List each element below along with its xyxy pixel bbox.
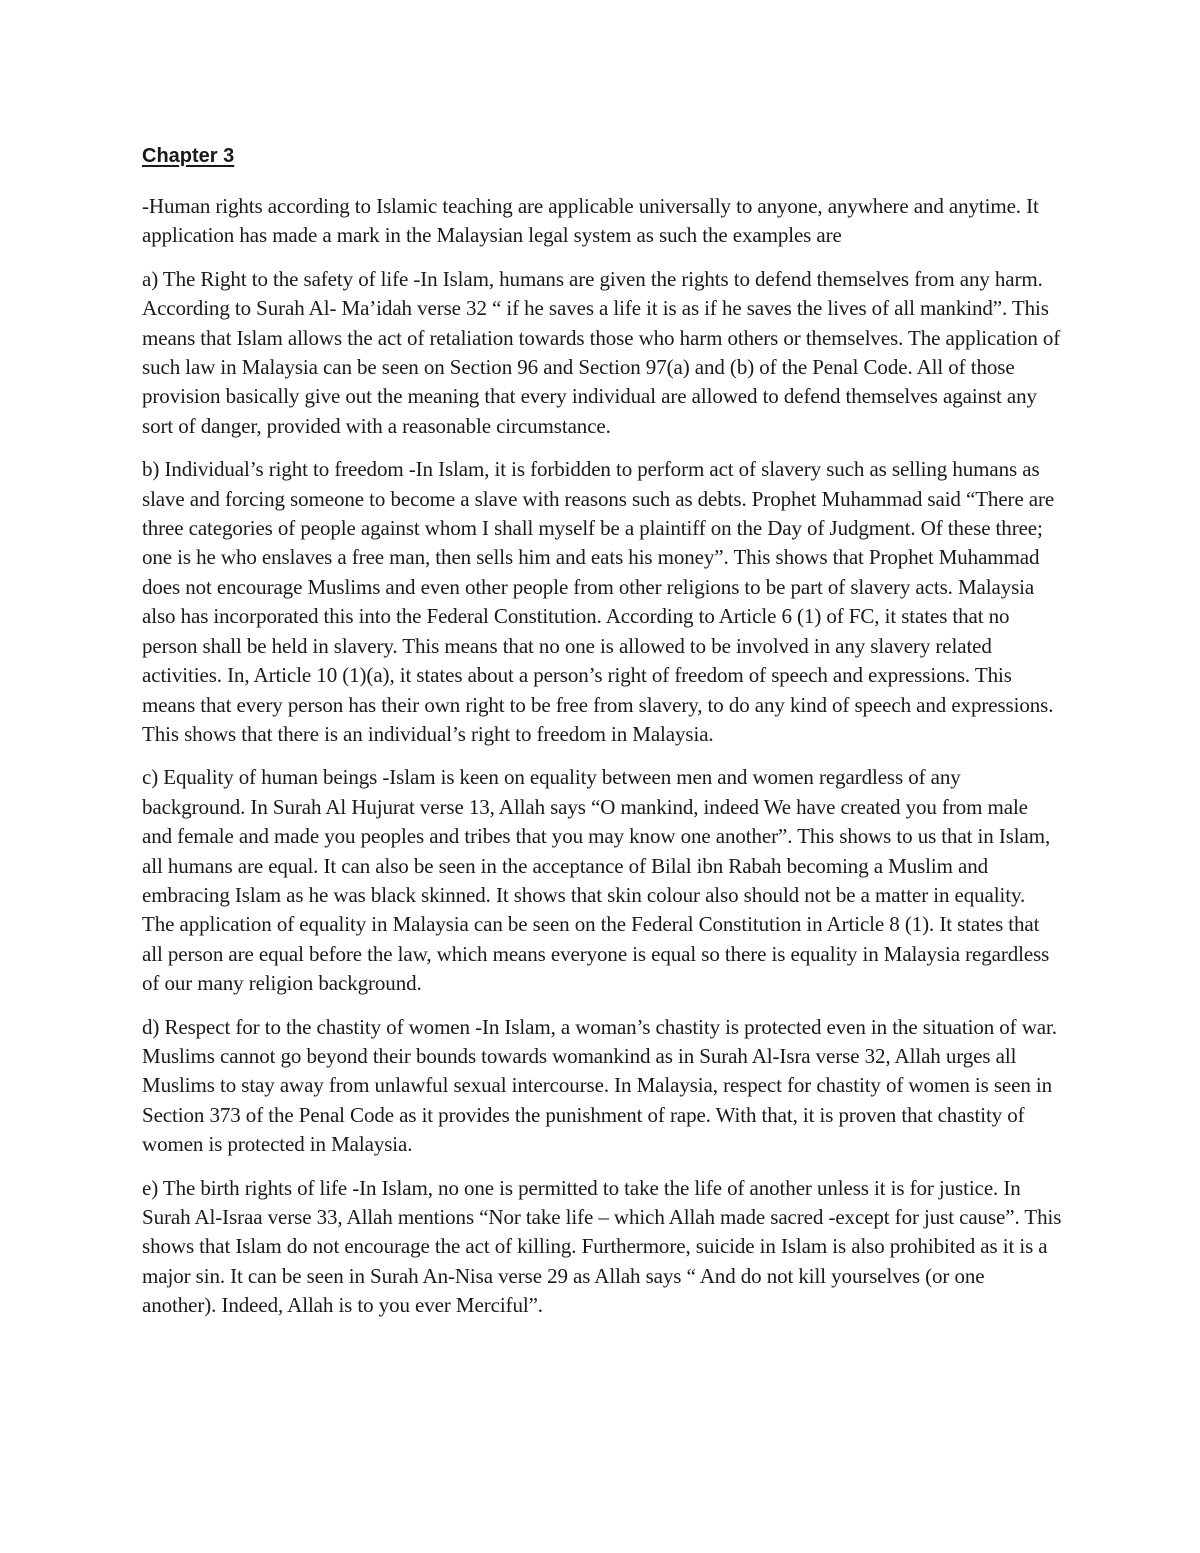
paragraph-right-to-safety-of-life: a) The Right to the safety of life -In Islam, humans are given the rights to defend themselves from any harm. According to Surah Al- Ma’idah verse 32 “ if he saves a life it is as if he saves the lives of all mankind”. This means that Islam allows the act of retaliation towards those who harm others or themselves. The application of such law in Malaysia can be seen on Section 96 and Section 97(a) and (b) of the Penal Code. All of those provision basically give out the meaning that every individual are allowed to defend themselves against any sort of danger, provided with a reasonable circumstance. (142, 266, 1061, 438)
paragraph-birth-rights-of-life: e) The birth rights of life -In Islam, no one is permitted to take the life of another unless it is for justice. In Surah Al-Israa verse 33, Allah mentions “Nor take life – which Allah made sacred -except for just cause”. This shows that Islam do not encourage the act of killing. Furthermore, suicide in Islam is also prohibited as it is a major sin. It can be seen in Surah An-Nisa verse 29 as Allah says “ And do not kill yourselves (or one another). Indeed, Allah is to you ever Merciful”. (142, 1175, 1062, 1318)
document-body (142, 142, 1062, 1335)
paragraph-chastity-of-women: d) Respect for to the chastity of women -In Islam, a woman’s chastity is protected even in the situation of war. Muslims cannot go beyond their bounds towards womankind as in Surah Al-Isra verse 32, Allah urges all Muslims to stay away from unlawful sexual intercourse. In Malaysia, respect for chastity of women is seen in Section 373 of the Penal Code as it provides the punishment of rape. With that, it is proven that chastity of women is protected in Malaysia. (142, 1014, 1057, 1157)
paragraph-right-to-freedom: b) Individual’s right to freedom -In Islam, it is forbidden to perform act of slavery such as selling humans as slave and forcing someone to become a slave with reasons such as debts. Prophet Muhammad said “There are three categories of people against whom I shall myself be a plaintiff on the Day of Judgment. Of these three; one is he who enslaves a free man, then sells him and eats his money”. This shows that Prophet Muhammad does not encourage Muslims and even other people from other religions to be part of slavery acts. Malaysia also has incorporated this into the Federal Constitution. According to Article 6 (1) of FC, it states that no person shall be held in slavery. This means that no one is allowed to be involved in any slavery related activities. In, Article 10 (1)(a), it states about a person’s right of freedom of speech and expressions. This means that every person has their own right to be free from slavery, to do any kind of speech and expressions. This shows that there is an individual’s right to freedom in Malaysia. (142, 457, 1055, 746)
paragraph-equality: c) Equality of human beings -Islam is keen on equality between men and women regardless of any background. In Surah Al Hujurat verse 13, Allah says “O mankind, indeed We have created you from male and female and made you peoples and tribes that you may know one another”. This shows to us that in Islam, all humans are equal. It can also be seen in the acceptance of Bilal ibn Rabah becoming a Muslim and embracing Islam as he was black skinned. It shows that skin colour also should not be a matter in equality. The application of equality in Malaysia can be seen on the Federal Constitution in Article 8 (1). It states that all person are equal before the law, which means everyone is equal so there is equality in Malaysia regardless of our many religion background. (142, 765, 1051, 996)
chapter-title: Chapter 3 (142, 145, 235, 167)
intro-paragraph: -Human rights according to Islamic teaching are applicable universally to anyone, anywhere and anytime. It application has made a mark in the Malaysian legal system as such the examples are (142, 194, 1039, 248)
